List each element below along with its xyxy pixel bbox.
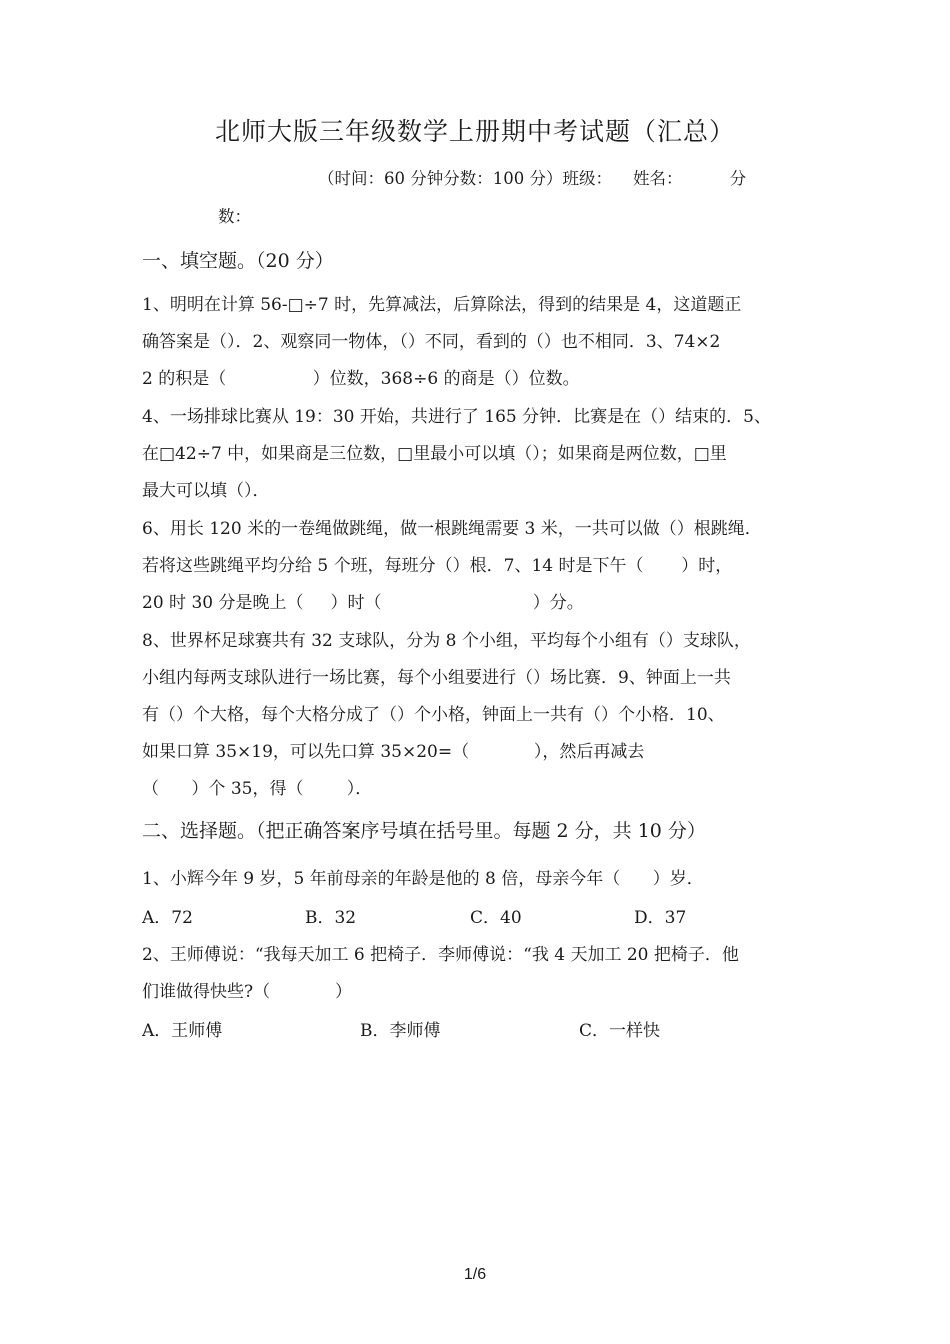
question-text-line: 小组内每两支球队进行一场比赛，每个小组要进行（）场比赛．9、钟面上一共 xyxy=(142,668,731,688)
choice-question-2-continued: 们谁做得快些?（ ） xyxy=(142,982,352,1002)
option-a: A．王师傅 xyxy=(142,1021,223,1041)
option-c: C．40 xyxy=(470,908,522,928)
question-text-line: 确答案是（）．2、观察同一物体，（）不同，看到的（）也不相同．3、74×2 xyxy=(142,332,721,352)
option-d: D．37 xyxy=(634,908,687,928)
question-text-line: 4、一场排球比赛从 19：30 开始，共进行了 165 分钟．比赛是在（）结束的．5、 xyxy=(142,407,771,427)
question-text-line: 若将这些跳绳平均分给 5 个班，每班分（）根．7、14 时是下午（ ）时， xyxy=(142,556,733,576)
section-2-heading: 二、选择题。（把正确答案序号填在括号里。每题 2 分，共 10 分） xyxy=(142,820,706,842)
question-text-line: 6、用长 120 米的一卷绳做跳绳，做一根跳绳需要 3 米，一共可以做（）根跳绳． xyxy=(142,519,762,539)
question-text-line: 有（）个大格，每个大格分成了（）个小格，钟面上一共有（）个小格．10、 xyxy=(142,705,725,725)
question-text-line: 最大可以填（）． xyxy=(142,481,270,501)
question-text-line: 在□42÷7 中，如果商是三位数，□里最小可以填（）；如果商是两位数，□里 xyxy=(142,444,727,464)
option-b: B．李师傅 xyxy=(360,1021,441,1041)
choice-question-1: 1、小辉今年 9 岁，5 年前母亲的年龄是他的 8 倍，母亲今年（ ）岁． xyxy=(142,869,704,889)
question-text-line: 20 时 30 分是晚上（ ）时（ ）分。 xyxy=(142,593,584,613)
question-text-line: （ ）个 35，得（ ）． xyxy=(142,779,373,799)
option-a: A．72 xyxy=(142,908,193,928)
question-text-line: 2 的积是（ ）位数，368÷6 的商是（）位数。 xyxy=(142,369,580,389)
choice-question-2: 2、王师傅说：“我每天加工 6 把椅子．李师傅说：“我 4 天加工 20 把椅子．他 xyxy=(142,945,739,965)
option-b: B．32 xyxy=(305,908,357,928)
page-number: 1/6 xyxy=(463,1266,487,1283)
exam-info-line-continued: 数： xyxy=(218,207,251,226)
exam-info-line: （时间：60 分钟分数：100 分）班级： 姓名： 分 xyxy=(318,169,747,188)
question-text-line: 8、世界杯足球赛共有 32 支球队，分为 8 个小组，平均每个小组有（）支球队， xyxy=(142,631,751,651)
section-1-heading: 一、填空题。（20 分） xyxy=(142,250,334,272)
document-title: 北师大版三年级数学上册期中考试题（汇总） xyxy=(214,117,735,146)
option-c: C．一样快 xyxy=(579,1021,661,1041)
question-text-line: 1、明明在计算 56-□÷7 时，先算减法，后算除法，得到的结果是 4，这道题正 xyxy=(142,295,742,315)
question-text-line: 如果口算 35×19，可以先口算 35×20=（ ），然后再减去 xyxy=(142,742,645,762)
